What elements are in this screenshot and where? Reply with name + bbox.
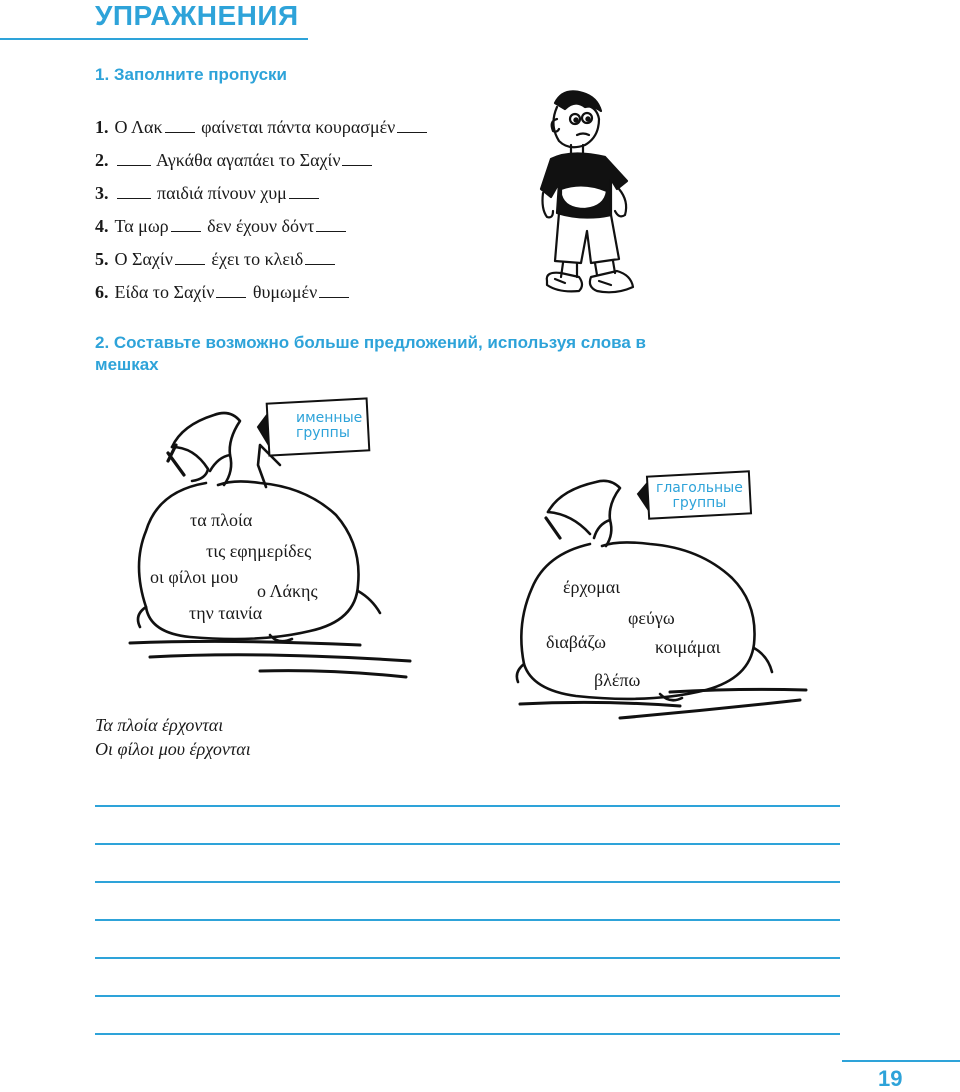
fill-blank[interactable]	[175, 248, 205, 265]
item-number: 1.	[95, 117, 109, 137]
sack-word[interactable]: ο Λάκης	[257, 581, 318, 601]
writing-line[interactable]	[95, 805, 840, 807]
sack-word[interactable]: διαβάζω	[546, 632, 606, 652]
right-sack-label-line-1: глагольные	[656, 480, 743, 496]
item-number: 5.	[95, 249, 109, 269]
page-title: УПРАЖНЕНИЯ	[95, 0, 299, 31]
left-sack-label-line-1: именные	[296, 410, 363, 426]
sack-word[interactable]: την ταινία	[189, 603, 263, 623]
exercise-1-item-2	[95, 149, 374, 171]
title-underline	[0, 38, 308, 40]
fill-blank[interactable]	[319, 281, 349, 298]
sack-word[interactable]: τα πλοία	[190, 510, 253, 530]
page-number: 19	[878, 1066, 903, 1091]
exercise-1-item-5	[95, 248, 337, 270]
item-text: Ο Λακ	[114, 117, 163, 137]
left-sack-label	[296, 411, 362, 441]
item-text: Αγκάθα αγαπάει το Σαχίν	[156, 150, 341, 170]
sack-word[interactable]: βλέπω	[594, 670, 641, 690]
fill-blank[interactable]	[289, 182, 319, 199]
sack-word[interactable]: τις εφημερίδες	[206, 541, 312, 561]
exercise-1-item-3	[95, 182, 321, 204]
item-text: Ο Σαχίν	[114, 249, 173, 269]
writing-line[interactable]	[95, 1033, 840, 1035]
item-text: δεν έχουν δόντ	[207, 216, 315, 236]
item-text: παιδιά πίνουν χυμ	[157, 183, 287, 203]
example-sentence-1: Τα πλοία έρχονται	[95, 715, 224, 735]
exercise-2-heading	[95, 332, 646, 376]
sack-word[interactable]: έρχομαι	[563, 577, 621, 597]
example-sentence-2: Οι φίλοι μου έρχονται	[95, 739, 251, 759]
exercise-1-item-6	[95, 281, 351, 303]
item-number: 2.	[95, 150, 109, 170]
fill-blank[interactable]	[397, 116, 427, 133]
item-number: 3.	[95, 183, 109, 203]
fill-blank[interactable]	[316, 215, 346, 232]
fill-blank[interactable]	[216, 281, 246, 298]
exercise-2-heading-line-1: 2. Составьте возможно больше предложений, используя слова в	[95, 333, 646, 352]
fill-blank[interactable]	[117, 149, 151, 166]
item-number: 6.	[95, 282, 109, 302]
item-number: 4.	[95, 216, 109, 236]
page-number-rule	[842, 1060, 960, 1062]
item-text: Είδα το Σαχίν	[114, 282, 215, 302]
fill-blank[interactable]	[117, 182, 151, 199]
sack-word[interactable]: οι φίλοι μου	[150, 567, 239, 587]
exercise-2-heading-line-2: мешках	[95, 355, 159, 374]
right-sack-label	[656, 481, 743, 511]
writing-line[interactable]	[95, 919, 840, 921]
fill-blank[interactable]	[305, 248, 335, 265]
item-text: φαίνεται πάντα κουρασμέν	[201, 117, 396, 137]
left-sack-label-line-2: группы	[296, 425, 350, 441]
sack-word[interactable]: φεύγω	[628, 608, 675, 628]
writing-line[interactable]	[95, 995, 840, 997]
fill-blank[interactable]	[342, 149, 372, 166]
sack-word[interactable]: κοιμάμαι	[655, 637, 721, 657]
writing-line[interactable]	[95, 881, 840, 883]
writing-line[interactable]	[95, 957, 840, 959]
item-text: Τα μωρ	[114, 216, 169, 236]
exercise-1-item-4	[95, 215, 348, 237]
item-text: θυμωμέν	[252, 282, 318, 302]
exercise-1-heading: 1. Заполните пропуски	[95, 65, 288, 84]
right-sack-label-line-2: группы	[672, 495, 727, 511]
writing-line[interactable]	[95, 843, 840, 845]
fill-blank[interactable]	[165, 116, 195, 133]
boy-illustration	[535, 85, 645, 305]
fill-blank[interactable]	[171, 215, 201, 232]
exercise-1-item-1	[95, 116, 429, 138]
item-text: έχει το κλειδ	[211, 249, 304, 269]
